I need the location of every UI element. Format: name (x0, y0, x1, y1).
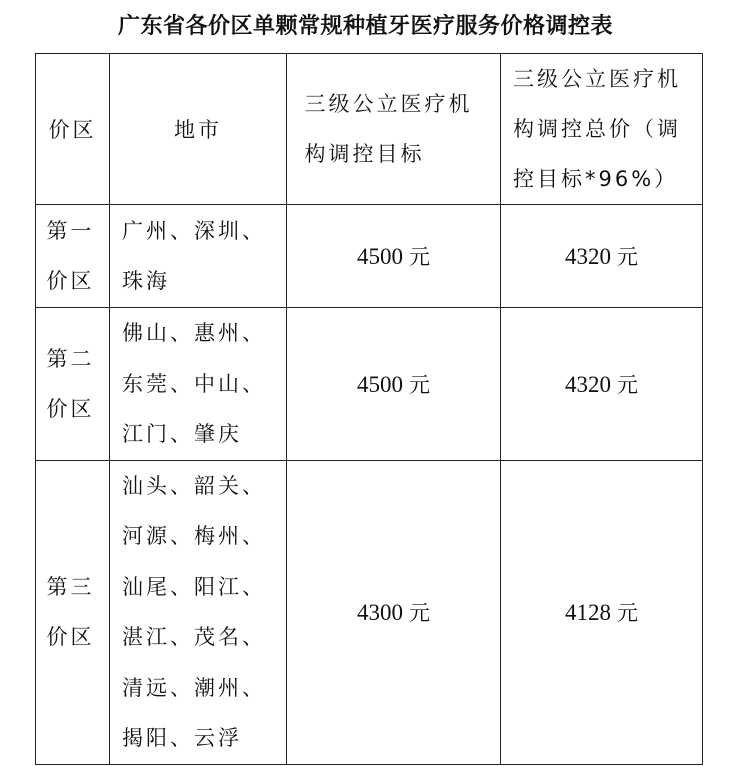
target-cell (287, 460, 501, 764)
total-cell (501, 460, 703, 764)
target-cell (287, 308, 501, 461)
table-row (36, 460, 703, 764)
total-unit: 元 (617, 601, 638, 625)
page-title: 广东省各价区单颗常规种植牙医疗服务价格调控表 (117, 14, 613, 39)
target-value: 4300 (357, 600, 403, 625)
header-city (110, 54, 287, 205)
target-value: 4500 (357, 371, 403, 397)
target-unit: 元 (409, 245, 430, 269)
header-target (287, 54, 501, 205)
header-zone-label: 价区 (48, 118, 97, 142)
target-unit: 元 (409, 372, 430, 397)
total-cell (501, 308, 703, 461)
total-value: 4128 (565, 600, 611, 625)
total-value: 4320 (565, 371, 611, 397)
header-city-label: 地市 (174, 118, 222, 142)
city-list: 佛山、惠州、东莞、中山、江门、肇庆 (122, 321, 266, 446)
city-cell (110, 205, 287, 308)
zone-cell (36, 308, 110, 461)
target-cell (287, 205, 501, 308)
table-row (36, 205, 703, 308)
zone-label: 第二价区 (46, 346, 95, 421)
header-total-label: 三级公立医疗机构调控总价（调控目标*96%） (513, 67, 681, 191)
header-target-label: 三级公立医疗机构调控目标 (304, 92, 473, 166)
price-table (35, 53, 703, 765)
header-total (501, 54, 703, 205)
city-cell (110, 460, 287, 764)
total-value: 4320 (565, 244, 611, 269)
zone-label: 第一价区 (46, 219, 95, 293)
city-list: 汕头、韶关、河源、梅州、汕尾、阳江、湛江、茂名、清远、潮州、揭阳、云浮 (122, 473, 266, 750)
city-list: 广州、深圳、珠海 (122, 218, 266, 293)
city-cell (110, 308, 287, 461)
total-cell (501, 205, 703, 308)
target-value: 4500 (357, 244, 403, 269)
header-zone (36, 54, 110, 205)
table-header-row (36, 54, 703, 205)
zone-cell (36, 205, 110, 308)
zone-label: 第三价区 (46, 575, 95, 649)
zone-cell (36, 460, 110, 764)
table-row (36, 308, 703, 461)
target-unit: 元 (409, 601, 430, 625)
total-unit: 元 (617, 372, 638, 397)
total-unit: 元 (617, 245, 638, 269)
